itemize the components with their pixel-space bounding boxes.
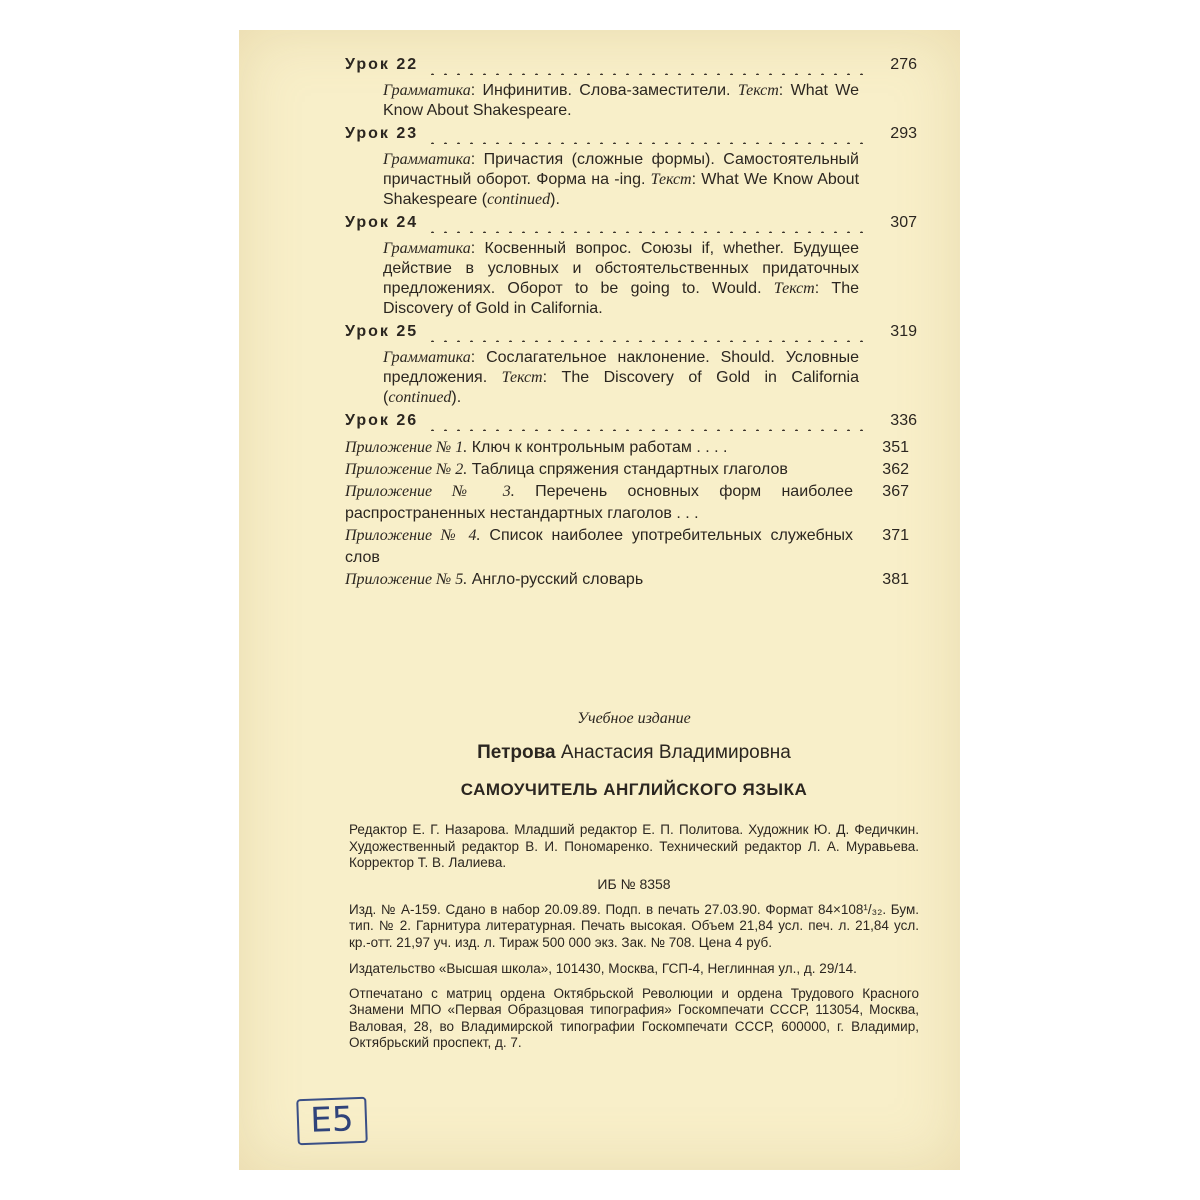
- lesson-label: Урок 22: [345, 56, 419, 73]
- book-page: [239, 30, 960, 1170]
- grammar-label: Грамматика: [383, 349, 471, 366]
- text-label: Текст: [501, 369, 543, 386]
- grammar-text: : Причастия (сложные формы). Самостоятельный причастный оборот. Форма на -ing.: [383, 151, 859, 188]
- appendix-label: Приложение № 1.: [345, 439, 468, 456]
- toc-entry-lesson-25: [345, 323, 917, 408]
- lesson-description: Грамматика: Причастия (сложные формы). Самостоятельный причастный оборот. Форма на -ing. Текст: What We Know About Shakespeare (continued).: [383, 151, 860, 208]
- page-number: 362: [882, 461, 909, 478]
- appendix-entry-1: [345, 437, 917, 459]
- lesson-label: Урок 26: [345, 412, 419, 429]
- book-title: САМОУЧИТЕЛЬ АНГЛИЙСКОГО ЯЗЫКА: [460, 780, 808, 799]
- toc-entry-lesson-26: [345, 412, 917, 437]
- table-of-contents: [345, 56, 917, 591]
- publisher-address: Издательство «Высшая школа», 101430, Москва, ГСП-4, Неглинная ул., д. 29/14.: [349, 961, 857, 976]
- appendix-label: Приложение № 3.: [345, 483, 515, 500]
- leader-dots: [426, 221, 865, 233]
- page-number: 307: [890, 214, 917, 231]
- lesson-label: Урок 23: [345, 125, 419, 142]
- leader-dots: [426, 132, 865, 144]
- grammar-label: Грамматика: [383, 240, 471, 257]
- appendix-label: Приложение № 5.: [345, 571, 468, 588]
- grammar-label: Грамматика: [383, 151, 471, 168]
- page-number: 336: [890, 412, 917, 429]
- leader-dots: [426, 330, 865, 342]
- author-given-names: Анастасия Владимировна: [560, 742, 791, 763]
- lesson-label: Урок 24: [345, 214, 419, 231]
- continued-note: continued: [388, 389, 452, 406]
- production-details: Изд. № А-159. Сдано в набор 20.09.89. Подп. в печать 27.03.90. Формат 84×108¹/₃₂. Бум. тип. № 2. Гарнитура литературная. Печать высокая. Объем 21,84 усл. печ. л. 21,84 усл. кр.-отт. 21,97 уч. изд. л. Тираж 500 000 экз. Зак. № 708. Цена 4 руб.: [349, 901, 919, 950]
- page-number: 367: [882, 483, 909, 500]
- continued-note: continued: [487, 191, 551, 208]
- appendix-entry-3: [345, 481, 917, 525]
- page-number: 319: [890, 323, 917, 340]
- appendix-entry-5: [345, 569, 917, 591]
- toc-entry-lesson-22: [345, 56, 917, 121]
- appendix-title: Англо-русский словарь: [471, 571, 644, 588]
- page-number: 276: [890, 56, 917, 73]
- appendix-list: [345, 437, 917, 591]
- appendix-label: Приложение № 4.: [345, 527, 481, 544]
- grammar-text: : Косвенный вопрос. Союзы if, whether. Будущее действие в условных и обстоятельственных придаточных предложениях. Оборот to be going to. Would.: [383, 240, 859, 297]
- ink-stamp: Е5: [296, 1097, 368, 1145]
- text-label: Текст: [650, 171, 692, 188]
- leader-dots: [426, 63, 865, 75]
- reading-text: : What We Know About Shakespeare (: [383, 171, 860, 208]
- lesson-description: [383, 81, 859, 121]
- appendix-entry-2: [345, 459, 917, 481]
- text-label: Текст: [737, 82, 779, 99]
- appendix-title: Таблица спряжения стандартных глаголов: [471, 461, 788, 478]
- editorial-credits: Редактор Е. Г. Назарова. Младший редактор Е. П. Политова. Художник Ю. Д. Федичкин. Художественный редактор В. И. Пономаренко. Технический редактор Л. А. Муравьева. Корректор Т. В. Лалиева.: [349, 822, 919, 870]
- page-number: 293: [890, 125, 917, 142]
- leader-dots: [426, 419, 865, 431]
- page-number: 371: [882, 527, 909, 544]
- page-number: 381: [882, 571, 909, 588]
- edition-genre: Учебное издание: [577, 710, 691, 727]
- appendix-label: Приложение № 2.: [345, 461, 468, 478]
- reading-text: : The Discovery of Gold in California (: [383, 369, 859, 406]
- author-name: [349, 742, 919, 764]
- imprint-block: [349, 710, 919, 1052]
- author-surname: Петрова: [477, 742, 556, 763]
- lesson-description: [383, 239, 859, 319]
- grammar-label: Грамматика: [383, 82, 471, 99]
- toc-entry-lesson-24: [345, 214, 917, 319]
- grammar-text: : Сослагательное наклонение. Should. Условные предложения.: [383, 349, 859, 386]
- page-number: 351: [882, 439, 909, 456]
- text-label: Текст: [773, 280, 815, 297]
- appendix-title: Перечень основных форм наиболее распространенных нестандартных глаголов . . .: [345, 483, 853, 522]
- grammar-text: : Инфинитив. Слова-заместители.: [470, 82, 738, 99]
- appendix-entry-4: [345, 525, 917, 569]
- appendix-title: Ключ к контрольным работам . . . .: [471, 439, 728, 456]
- reading-text: : What We Know About Shakespeare.: [383, 82, 860, 119]
- ib-number: ИБ № 8358: [597, 875, 671, 892]
- printer-info: Отпечатано с матриц ордена Октябрьской Революции и ордена Трудового Красного Знамени МПО «Первая Образцовая типография» Госкомпечати СССР, 113054, Москва, Валовая, 28, во Владимирской типографии Госкомпечати СССР, 600000, г. Владимир, Октябрьский проспект, д. 7.: [349, 985, 919, 1050]
- reading-text: : The Discovery of Gold in California.: [383, 280, 859, 317]
- toc-entry-lesson-23: [345, 125, 917, 210]
- lesson-description: Грамматика: Сослагательное наклонение. Should. Условные предложения. Текст: The Discovery of Gold in California (continued).: [383, 349, 859, 406]
- lesson-label: Урок 25: [345, 323, 419, 340]
- appendix-title: Список наиболее употребительных служебных слов: [345, 527, 853, 566]
